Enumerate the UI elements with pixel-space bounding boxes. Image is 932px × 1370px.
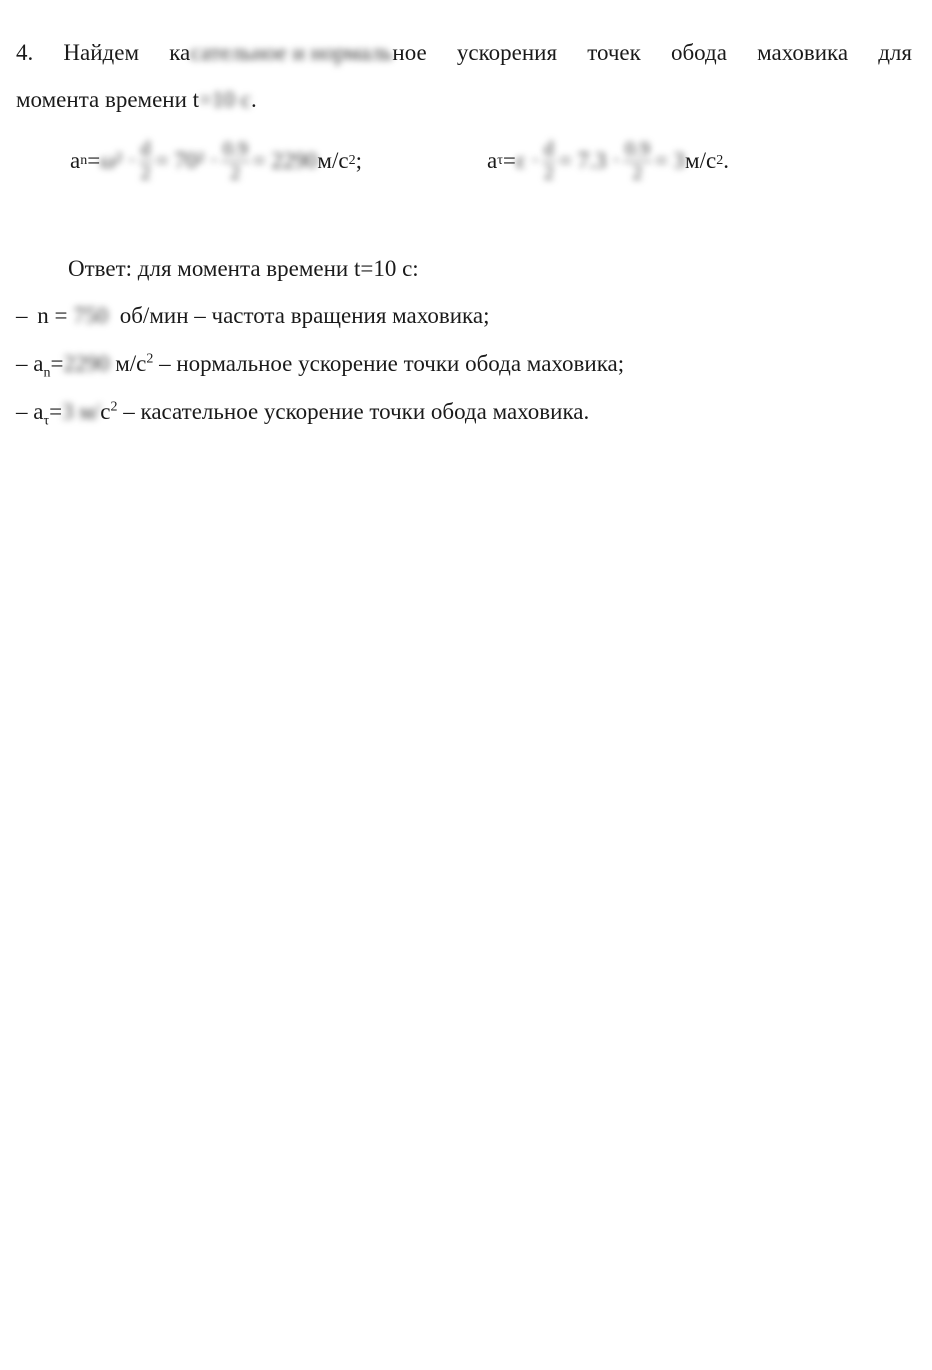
item3-sup: 2 [110, 399, 118, 415]
an-end: ; [355, 148, 362, 173]
item2-value: 2290 [63, 351, 110, 376]
item3-text: – касательное ускорение точки обода маховика. [117, 399, 590, 424]
step4-tail: ное ускорения точек обода маховика для [392, 40, 912, 65]
step4-line2-blurred: =10 с [199, 87, 252, 112]
item1-value: 750 [73, 303, 108, 328]
item2-sup: 2 [146, 351, 154, 367]
an-symbol: a [70, 148, 81, 173]
at-frac1-den: 2 [543, 161, 554, 184]
item3-sub: τ [43, 413, 50, 429]
an-result: = 2290 [252, 148, 318, 173]
item3-unit: с [100, 399, 111, 424]
at-blur-head: ε · [515, 148, 539, 173]
item1-text: об/мин – частота вращения маховика; [113, 303, 490, 328]
at-result: = 3 [654, 148, 686, 173]
an-eq: = [87, 148, 101, 173]
step4-line1 [16, 41, 912, 64]
at-frac2-den: 2 [632, 161, 643, 184]
item2-text: – нормальное ускорение точки обода маховика; [153, 351, 625, 376]
at-eq: = [502, 148, 516, 173]
an-frac1-num: d [140, 137, 151, 160]
item1-dash: – [16, 303, 34, 328]
at-end: . [723, 148, 729, 173]
an-frac2 [221, 138, 250, 185]
item2-eq: = [50, 351, 64, 376]
an-mid: = 70² · [155, 148, 218, 173]
answer-item-rotation-frequency [16, 304, 489, 327]
answer-item-normal-acceleration [16, 351, 625, 381]
at-unit: м/с [685, 148, 717, 173]
item3-eq: = [49, 399, 63, 424]
at-frac1-num: d [543, 137, 554, 160]
at-frac2-num: 0.9 [624, 137, 650, 160]
an-frac1-den: 2 [140, 161, 151, 184]
at-frac2 [623, 138, 652, 185]
an-unit: м/с [317, 148, 349, 173]
item3-dash: – a [16, 399, 44, 424]
item1-symbol: n = [37, 303, 68, 328]
an-frac2-den: 2 [230, 161, 241, 184]
an-blur-head: ω² · [100, 148, 136, 173]
at-frac1 [542, 138, 556, 185]
step4-blurred-text: сательное и нормаль [190, 40, 393, 65]
answer-item-tangential-acceleration [16, 399, 590, 429]
item2-unit: м/с [109, 351, 147, 376]
formula-tangential-acceleration: a τ = ε · $\frac{d}{2}$ = 7.3 · $\frac{0.9}{2}$ = 3 м/с 2 . [487, 137, 729, 184]
step4-lead: 4. Найдем ка [16, 40, 191, 65]
step4-line2 [16, 88, 257, 111]
item3-value: 3 м/ [62, 399, 101, 424]
answer-heading: Ответ: для момента времени t=10 с: [68, 256, 419, 281]
item2-sub: n [43, 365, 51, 381]
at-symbol: a [487, 148, 498, 173]
item2-dash: – a [16, 351, 44, 376]
formula-normal-acceleration: a n = ω² · $\frac{d}{2}$ = 70² · $\frac{0.9}{2}$ = 2290 м/с 2 ; [70, 137, 362, 184]
an-frac2-num: 0.9 [222, 137, 248, 160]
an-frac1 [139, 138, 153, 185]
at-mid: = 7.3 · [558, 148, 620, 173]
step4-line2-start: момента времени t [16, 87, 200, 112]
step4-line2-end: . [251, 87, 257, 112]
